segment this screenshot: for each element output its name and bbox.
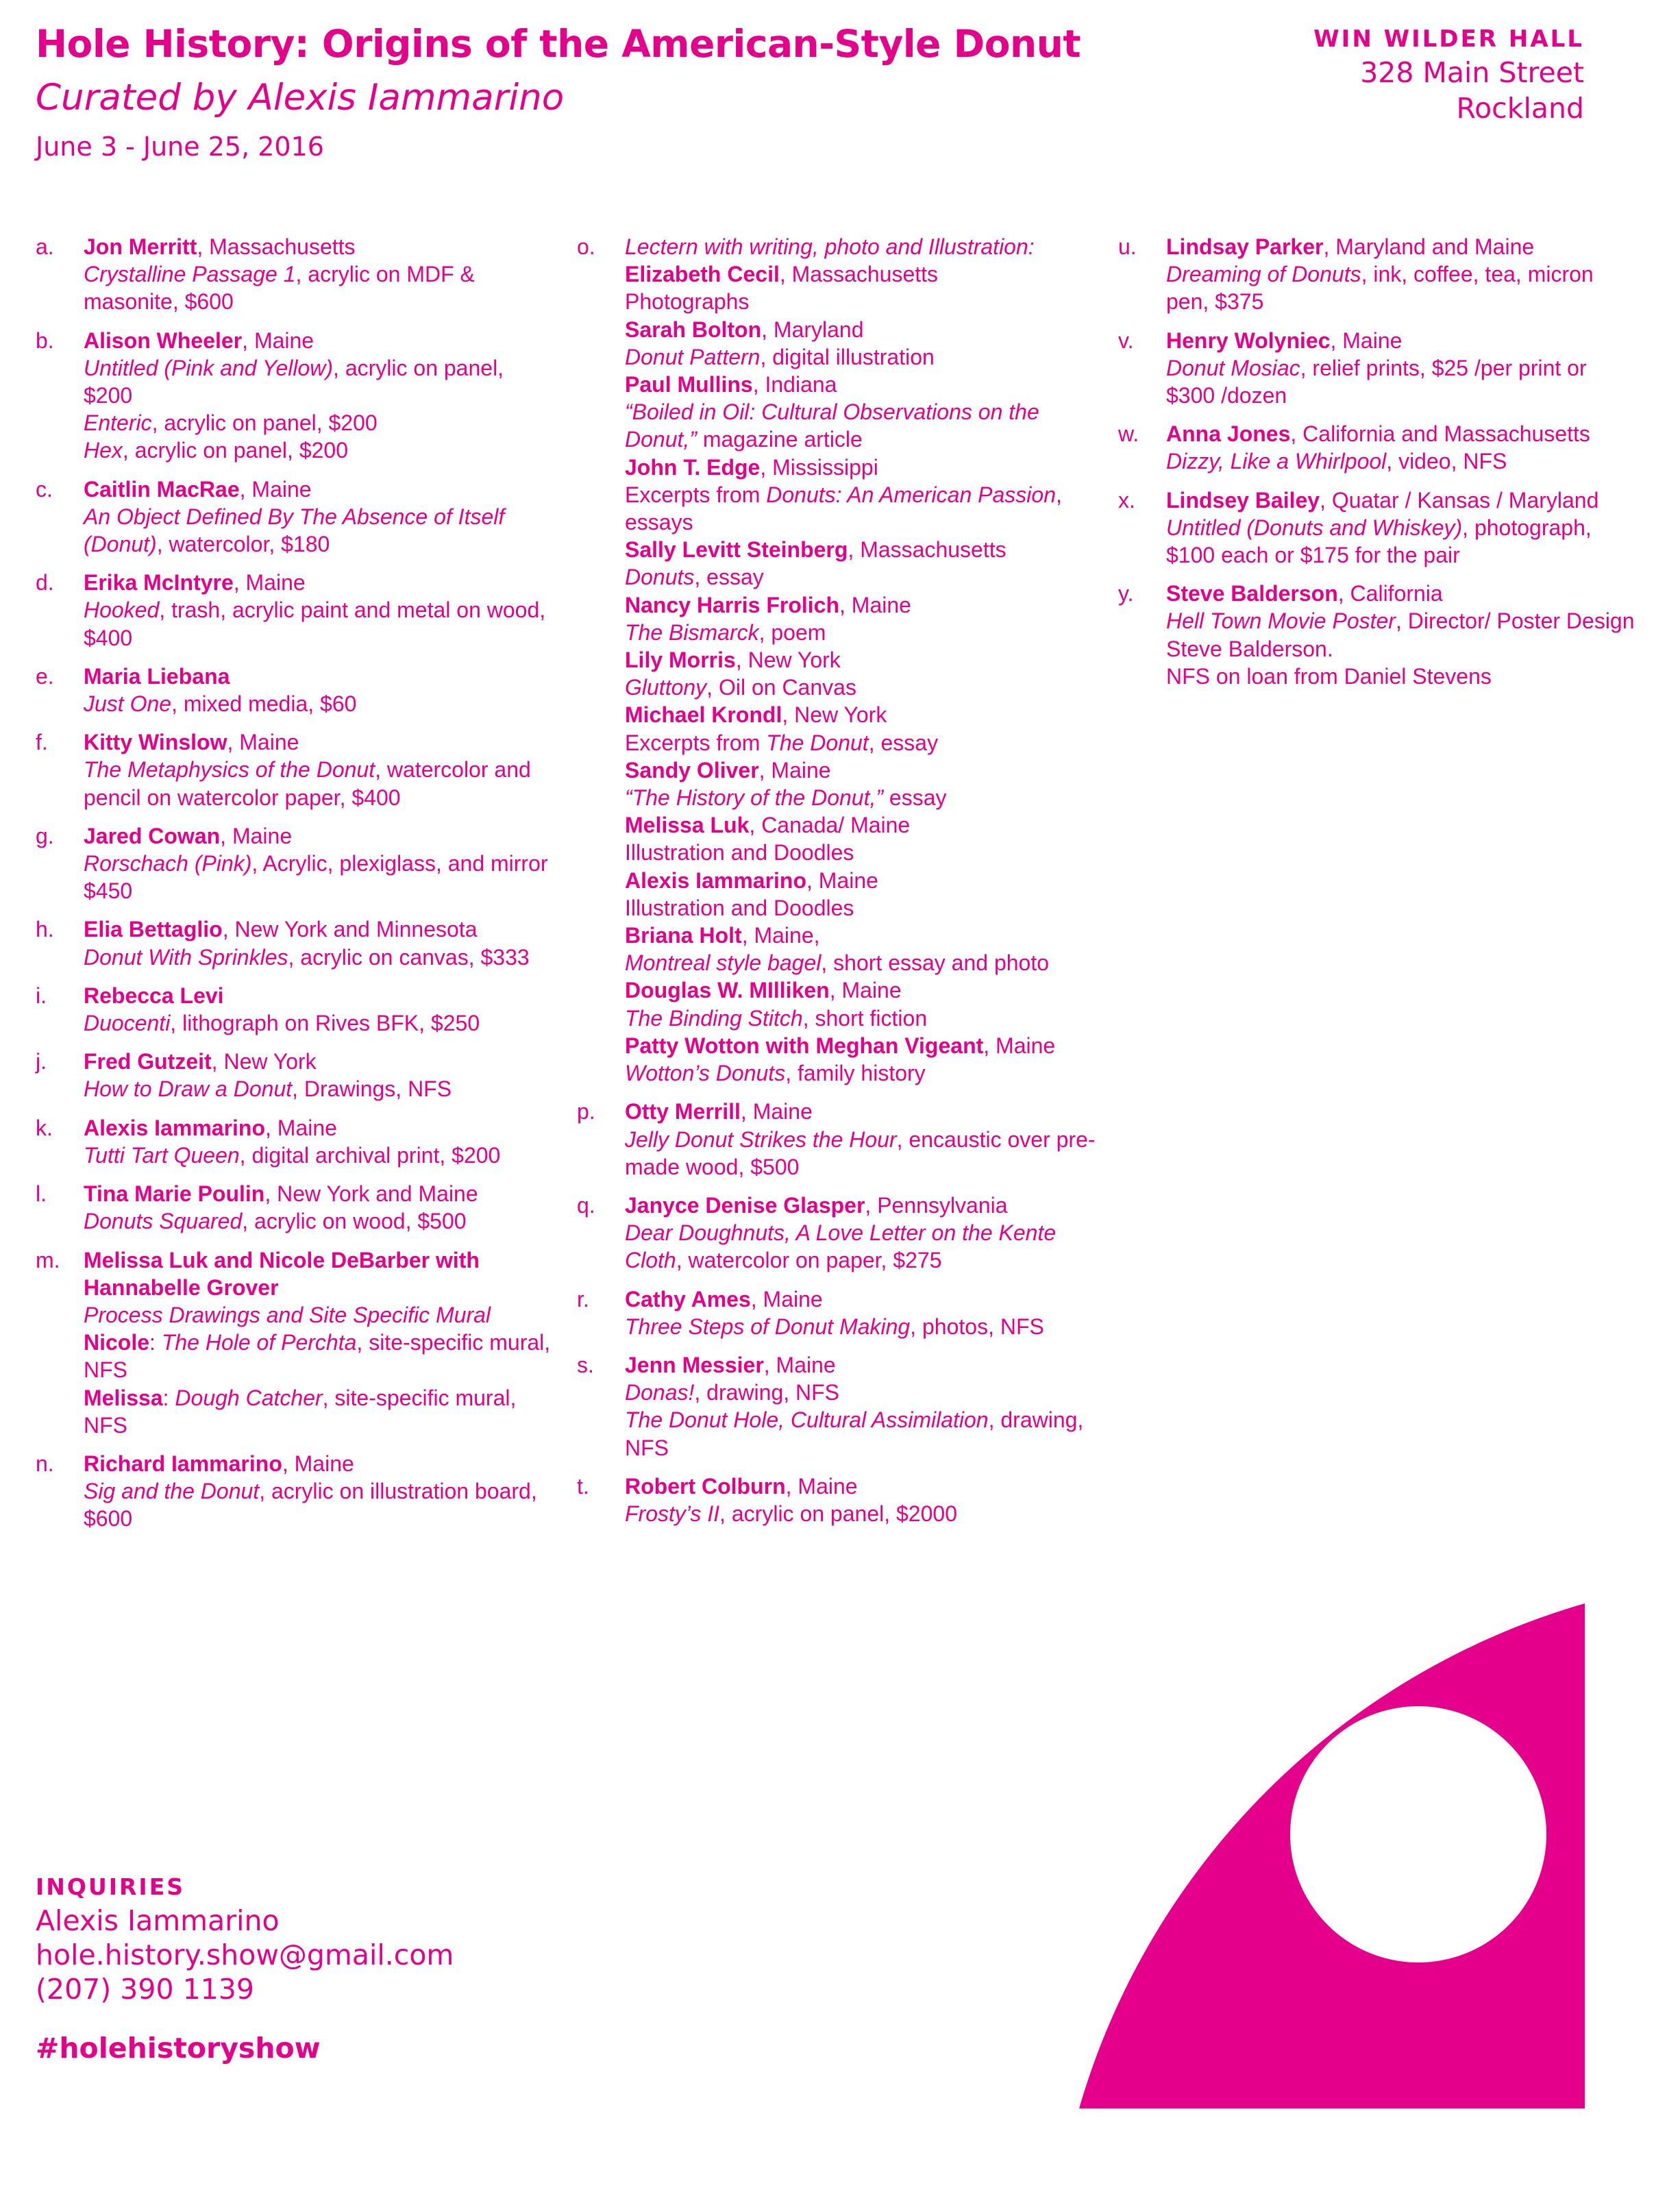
entry-letter: w. bbox=[1118, 421, 1139, 447]
entry-detail: , Pennsylvania bbox=[865, 1192, 1008, 1218]
entry-letter: d. bbox=[36, 570, 54, 595]
entry-detail: , Maine bbox=[785, 1473, 858, 1499]
entry-detail: , essay bbox=[868, 730, 939, 755]
entry-letter: l. bbox=[36, 1181, 47, 1207]
entry-detail: Excerpts from bbox=[625, 730, 767, 755]
work-title: The Hole of Perchta bbox=[161, 1330, 357, 1355]
work-title: Tutti Tart Queen bbox=[84, 1142, 240, 1168]
entry-detail: , encaustic over pre-made wood, $500 bbox=[625, 1127, 1096, 1179]
entry-detail: Illustration and Doodles bbox=[625, 895, 854, 920]
entry-letter: x. bbox=[1118, 487, 1135, 513]
entry-detail: , Massachusetts bbox=[779, 262, 939, 287]
artist-name: Robert Colburn bbox=[625, 1473, 786, 1499]
entry-detail: , Maine bbox=[806, 867, 878, 893]
work-title: The Bismarck bbox=[625, 619, 759, 645]
entry-detail: , California bbox=[1337, 581, 1443, 606]
entry-detail: NFS on loan from Daniel Stevens bbox=[1166, 663, 1492, 689]
work-title: Process Drawings and Site Specific Mural bbox=[84, 1302, 491, 1327]
work-title: The Donut Hole, Cultural Assimilation bbox=[625, 1407, 989, 1433]
entry-detail: , Maine bbox=[265, 1115, 337, 1140]
entry-detail: , Maine bbox=[740, 1099, 813, 1124]
entry-detail: , acrylic on MDF & masonite, $600 bbox=[84, 262, 475, 315]
page-title: Hole History: Origins of the American-Style Donut bbox=[36, 22, 1081, 66]
entry-detail: , watercolor, $180 bbox=[156, 532, 330, 557]
venue-street: 328 Main Street bbox=[1360, 56, 1584, 89]
entry-detail: Excerpts from bbox=[625, 482, 767, 507]
entry-detail: , Maine bbox=[239, 476, 312, 502]
work-title: Dizzy, Like a Whirlpool bbox=[1166, 449, 1387, 474]
contact-phone[interactable]: (207) 390 1139 bbox=[36, 1973, 254, 2006]
work-title: Wotton’s Donuts bbox=[625, 1061, 786, 1086]
entry-detail: , mixed media, $60 bbox=[171, 691, 357, 717]
entry-detail: , acrylic on wood, $500 bbox=[242, 1209, 467, 1234]
artist-name: Anna Jones bbox=[1166, 421, 1291, 447]
work-title: Untitled (Pink and Yellow) bbox=[84, 355, 334, 380]
work-title: Donuts Squared bbox=[84, 1209, 243, 1234]
artist-name: Kitty Winslow bbox=[84, 730, 227, 755]
entry-detail: , Maine bbox=[233, 570, 306, 595]
artist-name: Sally Levitt Steinberg bbox=[625, 537, 848, 563]
entry-detail: , short fiction bbox=[802, 1005, 928, 1031]
entry-detail: , Acrylic, plexiglass, and mirror $450 bbox=[84, 851, 548, 904]
work-title: Rorschach (Pink) bbox=[84, 851, 252, 876]
entry-detail: , Oil on Canvas bbox=[706, 675, 856, 700]
artist-name: Erika McIntyre bbox=[84, 570, 234, 595]
entry-detail: , photograph, $100 each or $175 for the pair bbox=[1166, 515, 1592, 568]
entry-detail: , Director/ Poster Design Steve Balderson. bbox=[1166, 608, 1635, 661]
artist-name: Cathy Ames bbox=[625, 1286, 751, 1312]
entry-detail: , watercolor and pencil on watercolor paper, $400 bbox=[84, 757, 531, 810]
entry-detail: , acrylic on panel, $200 bbox=[84, 355, 504, 408]
work-title: Untitled (Donuts and Whiskey) bbox=[1166, 515, 1463, 540]
entry-detail: , Mississippi bbox=[760, 454, 878, 480]
entry-letter: e. bbox=[36, 663, 54, 689]
work-title: Donas! bbox=[625, 1380, 695, 1405]
entry-letter: i. bbox=[36, 983, 47, 1008]
artist-name: Nicole bbox=[84, 1330, 150, 1355]
entry-letter: c. bbox=[36, 476, 53, 502]
artist-name: Tina Marie Poulin bbox=[84, 1181, 265, 1207]
artist-name: Otty Merrill bbox=[625, 1099, 741, 1124]
artist-name: Michael Krondl bbox=[625, 702, 782, 728]
entry-detail: , Maine bbox=[763, 1352, 836, 1377]
work-title: An Object Defined By The Absence of Itself (Donut) bbox=[84, 504, 505, 557]
entry-detail: , essays bbox=[625, 482, 1062, 535]
entry-detail: , acrylic on panel, $200 bbox=[151, 410, 378, 436]
work-title: Donut With Sprinkles bbox=[84, 944, 288, 970]
entry-letter: r. bbox=[577, 1286, 589, 1312]
entry-detail: , digital illustration bbox=[760, 344, 935, 369]
entry-detail: , relief prints, $25 /per print or $300 /dozen bbox=[1166, 355, 1587, 408]
entry-detail: , Maine bbox=[983, 1033, 1056, 1058]
artist-name: Fred Gutzeit bbox=[84, 1049, 212, 1074]
entry-detail: , New York and Minnesota bbox=[222, 917, 478, 942]
artist-name: Paul Mullins bbox=[625, 372, 753, 397]
entry-detail: , Drawings, NFS bbox=[292, 1076, 452, 1102]
work-title: Dear Doughnuts, A Love Letter on the Kente Cloth bbox=[625, 1220, 1057, 1273]
entry-detail: , photos, NFS bbox=[910, 1314, 1044, 1339]
work-title: Hex bbox=[84, 438, 123, 463]
artist-name: Briana Holt bbox=[625, 923, 742, 948]
contact-name: Alexis Iammarino bbox=[36, 1904, 280, 1937]
artist-name: Jared Cowan bbox=[84, 823, 221, 848]
artist-name: Melissa bbox=[84, 1385, 163, 1410]
venue-name: WIN WILDER HALL bbox=[1313, 25, 1584, 53]
entry-detail: essay bbox=[883, 785, 947, 811]
entry-letter: a. bbox=[36, 234, 54, 259]
entry-detail: , video, NFS bbox=[1386, 449, 1507, 474]
entry-detail: magazine article bbox=[696, 427, 863, 452]
artist-name: Elizabeth Cecil bbox=[625, 262, 780, 287]
artist-name: Janyce Denise Glasper bbox=[625, 1192, 865, 1218]
entry-detail: , family history bbox=[785, 1061, 926, 1086]
entry-detail: , lithograph on Rives BFK, $250 bbox=[170, 1011, 480, 1036]
entry-detail: , Maine bbox=[1330, 328, 1403, 353]
entry-detail: , Maine bbox=[839, 592, 911, 617]
entry-detail: , trash, acrylic paint and metal on wood, $400 bbox=[84, 598, 546, 650]
work-title: Montreal style bagel bbox=[625, 950, 822, 976]
entry-detail: , Maine bbox=[242, 328, 314, 353]
artist-name: Lindsay Parker bbox=[1166, 234, 1324, 259]
work-title: Just One bbox=[84, 691, 172, 717]
artist-name: John T. Edge bbox=[625, 454, 761, 480]
inquiries-heading: INQUIRIES bbox=[36, 1873, 186, 1900]
entry-letter: o. bbox=[577, 234, 595, 259]
artist-name: Alison Wheeler bbox=[84, 328, 243, 353]
entry-letter: b. bbox=[36, 328, 54, 353]
work-title: Hooked bbox=[84, 598, 160, 623]
work-title: Crystalline Passage 1 bbox=[84, 262, 296, 287]
entry-detail: , acrylic on illustration board, $600 bbox=[84, 1479, 537, 1531]
venue-city: Rockland bbox=[1456, 92, 1584, 125]
work-title: Hell Town Movie Poster bbox=[1166, 608, 1396, 634]
entry-detail: , short essay and photo bbox=[821, 950, 1050, 976]
entry-detail: , Massachusetts bbox=[848, 537, 1006, 563]
entry-detail: , drawing, NFS bbox=[694, 1380, 840, 1405]
entry-letter: m. bbox=[36, 1247, 60, 1272]
entry-detail: , New York bbox=[735, 648, 841, 673]
entry-detail: , site-specific mural, NFS bbox=[84, 1385, 517, 1438]
artist-name: Rebecca Levi bbox=[84, 983, 224, 1008]
artist-name: Caitlin MacRae bbox=[84, 476, 240, 502]
entry-detail: , digital archival print, $200 bbox=[239, 1142, 501, 1168]
entry-letter: u. bbox=[1118, 234, 1137, 259]
artist-name: Jon Merritt bbox=[84, 234, 197, 259]
work-title: The Donut bbox=[766, 730, 869, 755]
work-title: “The History of the Donut,” bbox=[625, 785, 884, 811]
work-title: Gluttony bbox=[625, 675, 707, 700]
artist-name: Henry Wolyniec bbox=[1166, 328, 1331, 353]
entry-detail: , acrylic on panel, $2000 bbox=[719, 1501, 957, 1526]
entry-detail: , Maryland bbox=[761, 317, 864, 342]
artist-name: Alexis Iammarino bbox=[84, 1115, 265, 1140]
artist-name: Maria Liebana bbox=[84, 663, 230, 689]
work-title: Dreaming of Donuts bbox=[1166, 262, 1361, 287]
artist-name: Nancy Harris Frolich bbox=[625, 592, 839, 617]
entry-detail: , New York bbox=[782, 702, 887, 728]
entry-letter: k. bbox=[36, 1115, 53, 1140]
work-title: Duocenti bbox=[84, 1011, 171, 1036]
entry-letter: n. bbox=[36, 1451, 54, 1476]
entry-detail: , Massachusetts bbox=[197, 234, 356, 259]
exhibition-dates: June 3 - June 25, 2016 bbox=[36, 132, 324, 162]
work-title: Donut Mosiac bbox=[1166, 355, 1300, 380]
entry-detail: , acrylic on panel, $200 bbox=[122, 438, 348, 463]
entry-detail: , New York and Maine bbox=[264, 1181, 478, 1207]
entry-detail: , Maine bbox=[227, 730, 299, 755]
artist-name: Lily Morris bbox=[625, 648, 736, 673]
work-title: Sig and the Donut bbox=[84, 1479, 260, 1504]
entry-detail: , poem bbox=[758, 619, 826, 645]
inquiries-block bbox=[36, 1871, 454, 2065]
work-title: Donuts: An American Passion bbox=[766, 482, 1056, 507]
work-title: Frosty’s II bbox=[625, 1501, 720, 1526]
work-title: Enteric bbox=[84, 410, 152, 436]
work-title: Jelly Donut Strikes the Hour bbox=[625, 1127, 897, 1152]
entry-detail: , New York bbox=[211, 1049, 317, 1074]
entry-letter: h. bbox=[36, 917, 54, 942]
donut-ring-shape bbox=[1079, 1603, 1585, 2108]
entry-detail: , drawing, NFS bbox=[625, 1407, 1084, 1460]
work-title: Dough Catcher bbox=[175, 1385, 323, 1410]
artist-name: Steve Balderson bbox=[1166, 581, 1338, 606]
entry-detail: : bbox=[149, 1330, 162, 1355]
entry-letter: s. bbox=[577, 1352, 594, 1377]
entry-letter: t. bbox=[577, 1473, 589, 1499]
entry-letter: y. bbox=[1118, 581, 1134, 606]
entry-detail: , site-specific mural, NFS bbox=[84, 1330, 551, 1383]
entry-detail: , essay bbox=[694, 565, 764, 590]
work-title: “Boiled in Oil: Cultural Observations on the Donut,” bbox=[625, 399, 1039, 452]
artist-name: Douglas W. MIlliken bbox=[625, 978, 830, 1003]
entry-detail: , Maine bbox=[758, 757, 831, 783]
artist-name: Richard Iammarino bbox=[84, 1451, 282, 1476]
work-title: Three Steps of Donut Making bbox=[625, 1314, 911, 1339]
entry-detail: , Maine, bbox=[741, 923, 820, 948]
entry-detail: , Maryland and Maine bbox=[1323, 234, 1535, 259]
entry-detail: , Maine bbox=[829, 978, 902, 1003]
entry-letter: v. bbox=[1118, 328, 1134, 353]
work-title: The Binding Stitch bbox=[625, 1005, 803, 1031]
artist-name: Lindsey Bailey bbox=[1166, 487, 1320, 513]
entry-letter: q. bbox=[577, 1192, 595, 1218]
artist-name: Elia Bettaglio bbox=[84, 917, 223, 942]
entry-detail: , Maine bbox=[750, 1286, 823, 1312]
entry-detail: : bbox=[162, 1385, 175, 1410]
curator-subtitle: Curated by Alexis Iammarino bbox=[36, 77, 565, 119]
entry-letter: g. bbox=[36, 823, 54, 848]
entry-detail: , Canada/ Maine bbox=[749, 813, 911, 838]
entry-detail: Photographs bbox=[625, 289, 750, 315]
entry-letter: f. bbox=[36, 730, 48, 755]
work-title: How to Draw a Donut bbox=[84, 1076, 293, 1102]
work-title: Donuts bbox=[625, 565, 695, 590]
entry-detail: , ink, coffee, tea, micron pen, $375 bbox=[1166, 262, 1594, 315]
artist-name: Patty Wotton with Meghan Vigeant bbox=[625, 1033, 984, 1058]
entry-detail: , Maine bbox=[282, 1451, 354, 1476]
work-title: Lectern with writing, photo and Illustration: bbox=[625, 234, 1035, 259]
entry-detail: , acrylic on canvas, $333 bbox=[288, 944, 530, 970]
entry-detail: , California and Massachusetts bbox=[1290, 421, 1590, 447]
entry-detail: , Indiana bbox=[752, 372, 837, 397]
entry-detail: Illustration and Doodles bbox=[625, 840, 854, 865]
entry-detail: , Quatar / Kansas / Maryland bbox=[1320, 487, 1599, 513]
artist-name: Sarah Bolton bbox=[625, 317, 762, 342]
artist-name: Melissa Luk and Nicole DeBarber with Hannabelle Grover bbox=[84, 1247, 480, 1300]
entry-detail: , watercolor on paper, $275 bbox=[676, 1248, 942, 1273]
artist-name: Melissa Luk bbox=[625, 813, 750, 838]
contact-email[interactable]: hole.history.show@gmail.com bbox=[36, 1939, 454, 1971]
artist-name: Sandy Oliver bbox=[625, 757, 759, 783]
artist-name: Jenn Messier bbox=[625, 1352, 764, 1377]
entry-detail: , Maine bbox=[220, 823, 293, 848]
entry-letter: j. bbox=[36, 1049, 47, 1074]
work-title: Donut Pattern bbox=[625, 344, 761, 369]
hashtag[interactable]: #holehistoryshow bbox=[36, 2032, 321, 2065]
work-title: The Metaphysics of the Donut bbox=[84, 757, 375, 783]
entry-letter: p. bbox=[577, 1099, 595, 1124]
artist-name: Alexis Iammarino bbox=[625, 867, 806, 893]
